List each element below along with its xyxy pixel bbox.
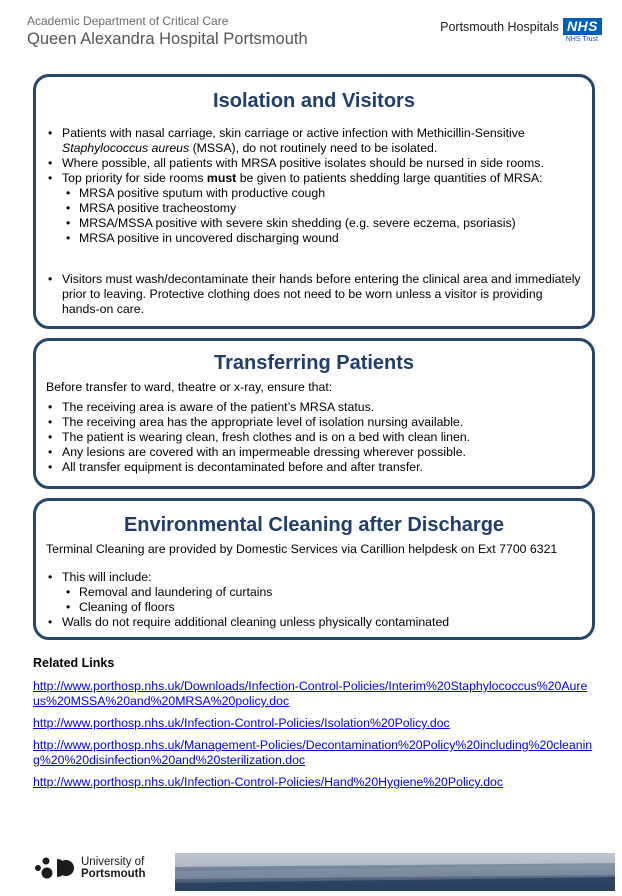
transfer-intro: Before transfer to ward, theatre or x-ray, ensure that:: [46, 380, 333, 394]
footer-stripes-icon: [175, 853, 615, 891]
cleaning-title: Environmental Cleaning after Discharge: [123, 514, 505, 536]
list-item: • Visitors must wash/decontaminate their hands before entering the clinical area and immediately prior to leaving. Protective clothing does not need to be worn unless a visitor is providing hands-on care.: [46, 272, 582, 317]
list-item: • Walls do not require additional cleaning unless physically contaminated: [46, 615, 582, 630]
related-links-title: Related Links: [33, 656, 115, 670]
sub-list-item: • Removal and laundering of curtains: [46, 585, 582, 600]
transfer-list: [46, 400, 582, 475]
isolation-list: [46, 126, 582, 246]
trust-name: Portsmouth Hospitals: [440, 19, 559, 34]
trust-logo: [440, 18, 602, 43]
list-text: (MSSA), do not routinely need to be isolated.: [189, 141, 438, 155]
list-item: • The receiving area has the appropriate level of isolation nursing available.: [46, 415, 582, 430]
visitors-list: [46, 272, 582, 317]
sub-list-item: • MRSA positive in uncovered discharging wound: [46, 231, 582, 246]
isolation-title: Isolation and Visitors: [213, 90, 415, 112]
link-hand-hygiene-policy[interactable]: http://www.porthosp.nhs.uk/Infection-Control-Policies/Hand%20Hygiene%20Policy.doc: [33, 775, 504, 789]
footer-decorative-bar: [175, 853, 615, 891]
list-text: Top priority for side rooms: [62, 171, 207, 185]
cleaning-list: [46, 570, 582, 630]
university-logo: [33, 855, 146, 881]
list-item: • All transfer equipment is decontaminated before and after transfer.: [46, 460, 582, 475]
university-line1: University of: [81, 856, 145, 868]
cleaning-intro: Terminal Cleaning are provided by Domestic Services via Carillion helpdesk on Ext 7700 6321: [46, 542, 558, 556]
link-isolation-policy[interactable]: http://www.porthosp.nhs.uk/Infection-Control-Policies/Isolation%20Policy.doc: [33, 716, 450, 730]
link-mssa-mrsa-policy[interactable]: http://www.porthosp.nhs.uk/Downloads/Infection-Control-Policies/Interim%20Staphylococcus%20Aureus%20MSSA%20and%20MRSA%20policy.doc: [33, 679, 588, 708]
header-left: [27, 14, 308, 49]
university-emblem-icon: [33, 855, 75, 881]
cleaning-section: [33, 498, 595, 640]
department-name: Academic Department of Critical Care: [27, 14, 229, 28]
transfer-section: [33, 338, 595, 489]
list-text-italic: Staphylococcus aureus: [62, 141, 190, 155]
list-item: [46, 171, 582, 186]
hospital-name: Queen Alexandra Hospital Portsmouth: [27, 30, 308, 48]
sub-list-item: • MRSA/MSSA positive with severe skin shedding (e.g. severe eczema, psoriasis): [46, 216, 582, 231]
sub-list-item: • MRSA positive tracheostomy: [46, 201, 582, 216]
list-text: be given to patients shedding large quantities of MRSA:: [236, 171, 543, 185]
sub-list-item: • Cleaning of floors: [46, 600, 582, 615]
list-item: • Any lesions are covered with an impermeable dressing wherever possible.: [46, 445, 582, 460]
isolation-section: [33, 74, 595, 329]
list-item: [46, 126, 582, 156]
related-links: [33, 656, 593, 797]
link-decontamination-policy[interactable]: http://www.porthosp.nhs.uk/Management-Policies/Decontamination%20Policy%20including%20cleaning%20%20disinfection%20and%20sterilization.doc: [33, 738, 593, 767]
list-text: Patients with nasal carriage, skin carriage or active infection with Methicillin-Sensitive: [62, 126, 525, 140]
list-text-bold: must: [206, 171, 237, 185]
nhs-trust-label: NHS Trust: [565, 36, 598, 43]
transfer-title: Transferring Patients: [213, 352, 415, 374]
list-item: • The patient is wearing clean, fresh clothes and is on a bed with clean linen.: [46, 430, 582, 445]
university-line2: Portsmouth: [81, 868, 146, 880]
sub-list-item: • MRSA positive sputum with productive cough: [46, 186, 582, 201]
list-item: • This will include:: [46, 570, 582, 585]
list-item: • The receiving area is aware of the patient’s MRSA status.: [46, 400, 582, 415]
list-item: • Where possible, all patients with MRSA positive isolates should be nursed in side rooms.: [46, 156, 582, 171]
nhs-logo-icon: NHS: [563, 18, 602, 35]
